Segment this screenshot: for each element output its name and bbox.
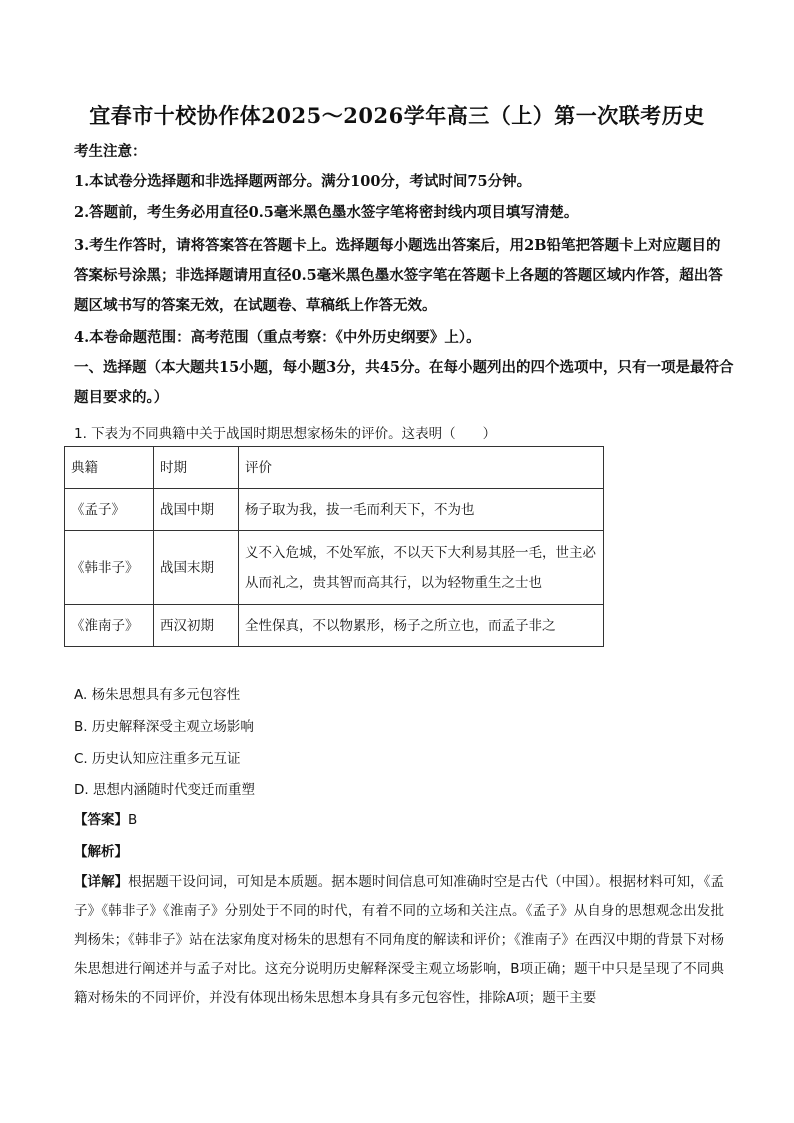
table-cell: 《孟子》 [65, 489, 154, 531]
analysis-label: 【解析】 [74, 844, 128, 860]
table-cell: 战国中期 [154, 489, 239, 531]
evaluation-table [64, 446, 604, 647]
table-header-row [65, 447, 604, 489]
notice-item-3: 3.考生作答时，请将答案答在答题卡上。选择题每小题选出答案后，用2B铅笔把答题卡上对应题目的答案标号涂黑；非选择题请用直径0.5毫米黑色墨水签字笔在答题卡上各题的答题区域内作答，超出答题区域书写的答案无效，在试题卷、草稿纸上作答无效。 [74, 237, 723, 314]
table-cell: 全性保真，不以物累形，杨子之所立也，而孟子非之 [239, 605, 604, 647]
notice-item-1: 1.本试卷分选择题和非选择题两部分。满分100分，考试时间75分钟。 [74, 173, 532, 190]
exam-title: 宜春市十校协作体2025～2026学年高三（上）第一次联考历史 [89, 103, 705, 128]
option-d: D. 思想内涵随时代变迁而重塑 [74, 782, 255, 798]
analysis-line [74, 840, 128, 860]
table-row [65, 489, 604, 531]
table-header-cell: 典籍 [65, 447, 154, 489]
answer-value: B [128, 812, 138, 828]
table-cell: 西汉初期 [154, 605, 239, 647]
option-a: A. 杨朱思想具有多元包容性 [74, 687, 241, 703]
answer-label: 【答案】 [74, 812, 128, 828]
table-row [65, 605, 604, 647]
analysis-detail [74, 868, 724, 1013]
notice-heading: 考生注意： [74, 143, 147, 160]
option-b: B. 历史解释深受主观立场影响 [74, 719, 254, 735]
notice-item-4: 4.本卷命题范围：高考范围（重点考察：《中外历史纲要》上）。 [74, 329, 481, 346]
option-c: C. 历史认知应注重多元互证 [74, 751, 241, 767]
table-cell: 杨子取为我，拔一毛而利天下，不为也 [239, 489, 604, 531]
question-stem: 1. 下表为不同典籍中关于战国时期思想家杨朱的评价。这表明（ ） [74, 426, 497, 442]
section-heading: 一、选择题（本大题共15小题，每小题3分，共45分。在每小题列出的四个选项中，只有一项是最符合题目要求的。） [74, 359, 734, 406]
table-cell: 战国末期 [154, 531, 239, 605]
detail-text: 根据题干设问词，可知是本质题。据本题时间信息可知准确时空是古代（中国）。根据材料可知，《孟子》《韩非子》《淮南子》分别处于不同的时代，有着不同的立场和关注点。《孟子》从自身的思想观念出发批判杨朱；《韩非子》站在法家角度对杨朱的思想有不同角度的解读和评价；《淮南子》在西汉中期的背景下对杨朱思想进行阐述并与孟子对比。这充分说明历史解释深受主观立场影响，B项正确；题干中只是呈现了不同典籍对杨朱的不同评价，并没有体现出杨朱思想本身具有多元包容性，排除A项；题干主要 [74, 874, 725, 1006]
detail-label: 【详解】 [74, 874, 129, 890]
table-header-cell: 时期 [154, 447, 239, 489]
answer-line [74, 808, 137, 828]
table-cell: 《韩非子》 [65, 531, 154, 605]
notice-item-2: 2.答题前，考生务必用直径0.5毫米黑色墨水签字笔将密封线内项目填写清楚。 [74, 204, 579, 221]
table-cell: 义不入危城，不处军旅，不以天下大利易其胫一毛，世主必从而礼之，贵其智而高其行，以为轻物重生之士也 [239, 531, 604, 605]
table-header-cell: 评价 [239, 447, 604, 489]
table-row [65, 531, 604, 605]
table-cell: 《淮南子》 [65, 605, 154, 647]
